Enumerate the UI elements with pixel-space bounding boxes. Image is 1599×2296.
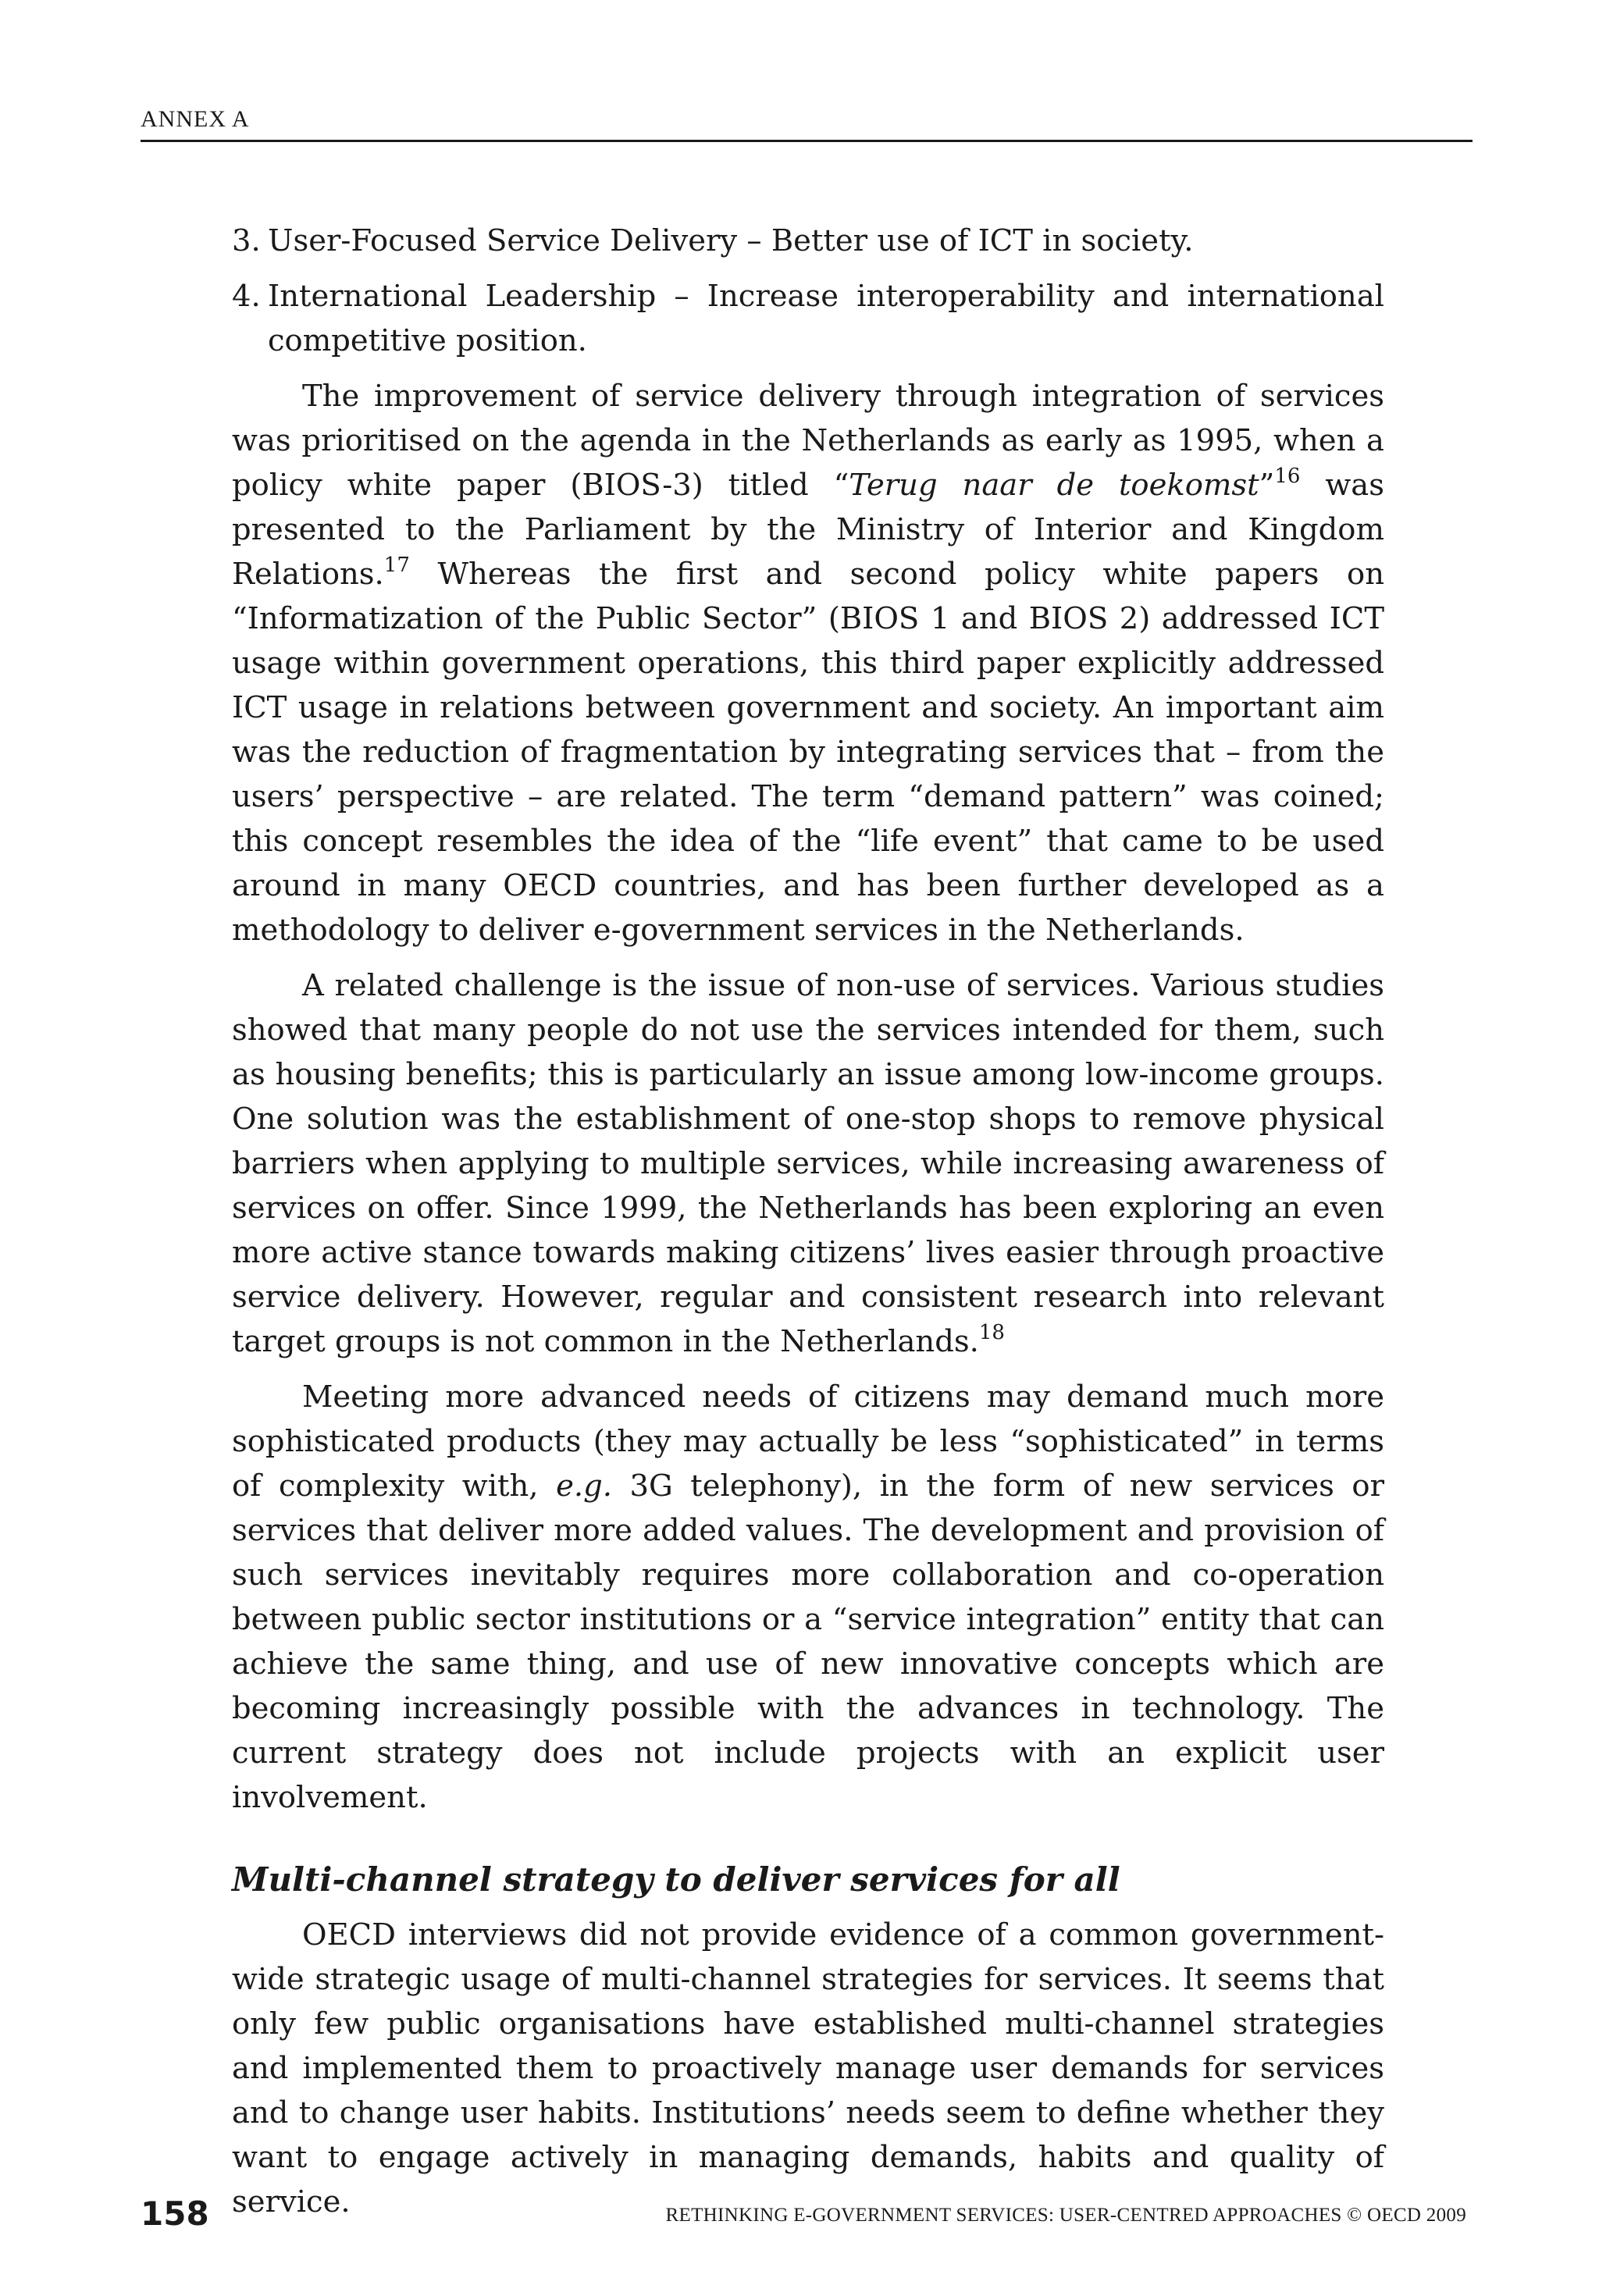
list-item bbox=[232, 219, 1384, 263]
footnote-ref[interactable]: 17 bbox=[383, 554, 410, 577]
paragraph-text: was presented to the Parliament by the Ministry of Interior and Kingdom Relations. bbox=[232, 468, 1385, 592]
running-header bbox=[141, 106, 1473, 142]
list-item bbox=[232, 274, 1384, 363]
section-heading: Multi-channel strategy to deliver services for all bbox=[232, 1860, 1120, 1899]
list-number: 3. bbox=[232, 223, 261, 258]
list-text: International Leadership – Increase interoperability and international competitive position. bbox=[268, 279, 1384, 358]
list-text: User-Focused Service Delivery – Better use of ICT in society. bbox=[268, 223, 1194, 258]
paragraph-non-use bbox=[232, 963, 1384, 1364]
italic-title: Terug naar de toekomst bbox=[849, 468, 1259, 503]
header-label: ANNEX A bbox=[141, 106, 250, 132]
paragraph-text: Whereas the first and second policy white papers on “Informatization of the Public Sector” (BIOS 1 and BIOS 2) addressed ICT usage within government operations, this third paper explicitly addressed ICT usage in relations between government and society. An important aim was the reduction of fragmentation by integrating services that – from the users’ perspective – are related. The term “demand pattern” was coined; this concept resembles the idea of the “life event” that came to be used around in many OECD countries, and has been further developed as a methodology to deliver e-government services in the Netherlands. bbox=[232, 557, 1384, 948]
paragraph-bios3 bbox=[232, 374, 1384, 952]
paragraph-text: A related challenge is the issue of non-use of services. Various studies showed that many people do not use the services intended for them, such as housing benefits; this is particularly an issue among low-income groups. One solution was the establishment of one-stop shops to remove physical barriers when applying to multiple services, while increasing awareness of services on offer. Since 1999, the Netherlands has been exploring an even more active stance towards making citizens’ lives easier through proactive service delivery. However, regular and consistent research into relevant target groups is not common in the Netherlands. bbox=[232, 968, 1384, 1359]
paragraph-advanced-needs bbox=[232, 1375, 1384, 1820]
italic-eg: e.g. bbox=[556, 1468, 612, 1504]
paragraph-text: Meeting more advanced needs of citizens may demand much more sophisticated products (they may actually be less “sophisticated” in terms of complexity with, bbox=[232, 1379, 1384, 1504]
paragraph-text: ” bbox=[1259, 468, 1275, 503]
paragraph-multichannel bbox=[232, 1913, 1384, 2224]
paragraph-text: 3G telephony), in the form of new services or services that deliver more added values. The development and provision of such services inevitably requires more collaboration and co-operation between public sector institutions or a “service integration” entity that can achieve the same thing, and use of new innovative concepts which are becoming increasingly possible with the advances in technology. The current strategy does not include projects with an explicit user involvement. bbox=[232, 1468, 1385, 1815]
footer-publication: RETHINKING E-GOVERNMENT SERVICES: USER-CENTRED APPROACHES © OECD 2009 bbox=[665, 2205, 1466, 2226]
paragraph-text: OECD interviews did not provide evidence of a common government-wide strategic usage of multi-channel strategies for services. It seems that only few public organisations have established multi-channel strategies and implemented them to proactively manage user demands for services and to change user habits. Institutions’ needs seem to define whether they want to engage actively in managing demands, habits and quality of service. bbox=[232, 1917, 1384, 2219]
footnote-ref[interactable]: 18 bbox=[978, 1321, 1005, 1344]
page-number: 158 bbox=[141, 2195, 209, 2233]
paragraph-text: The improvement of service delivery through integration of services was prioritised on the agenda in the Netherlands as early as 1995, when a policy white paper (BIOS-3) titled “ bbox=[232, 379, 1384, 503]
main-content bbox=[232, 219, 1384, 2235]
footnote-ref[interactable]: 16 bbox=[1274, 465, 1301, 488]
list-number: 4. bbox=[232, 279, 261, 314]
